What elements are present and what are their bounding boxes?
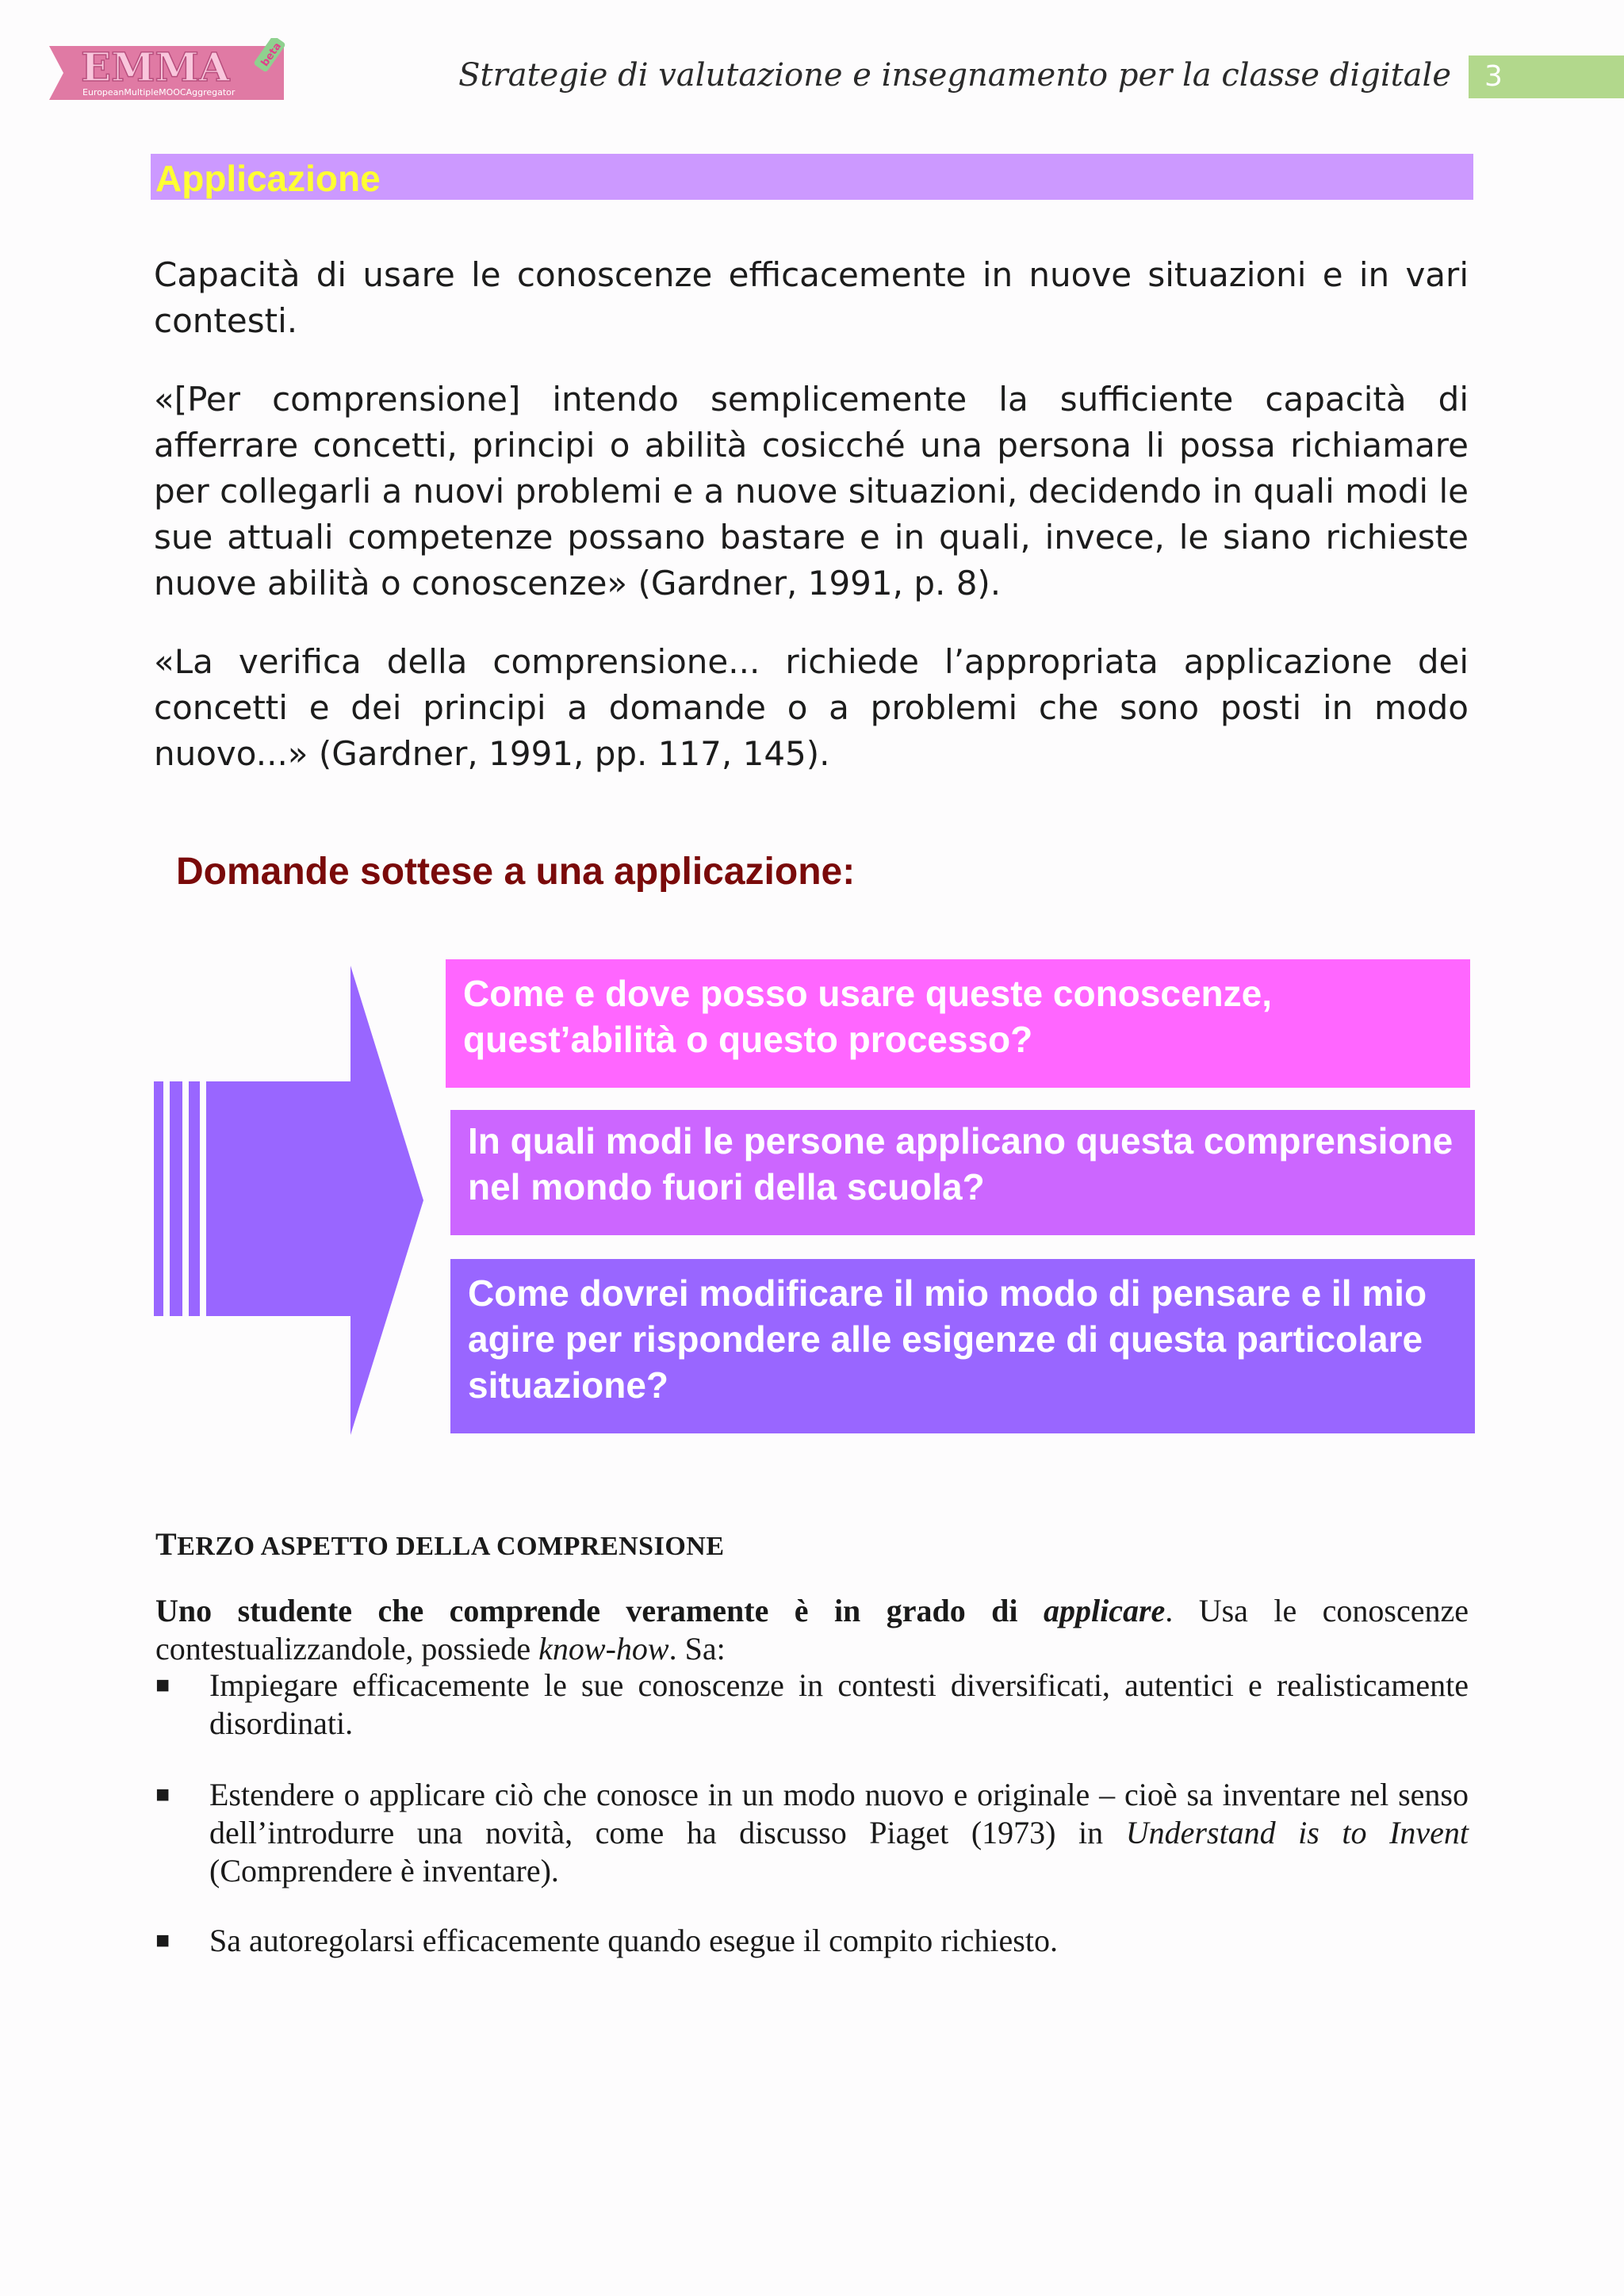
section-title: Applicazione — [155, 158, 381, 199]
page-number-box — [1469, 55, 1624, 98]
book-title: Understand is to Invent — [1125, 1815, 1469, 1850]
arrow-stripe-1 — [154, 1081, 163, 1316]
quote-paragraph-1: «[Per comprensione] intendo semplicemente la sufficiente capacità di afferrare concetti, principi o abilità cosicché una persona li possa richiamare per collegarli a nuovi problemi e a nuove situazioni, decidendo in quali modi le sue attuali competenze possano bastare e in quali, invece, le siano richieste nuove abilità o conoscenze» (Gardner, 1991, p. 8). — [154, 380, 1469, 603]
questions-diagram — [151, 959, 1483, 1443]
lead-bold-italic: applicare — [1043, 1593, 1166, 1628]
question-box-2: In quali modi le persone applicano questa comprensione nel mondo fuori della scuola? — [450, 1110, 1475, 1235]
bullet-text: Impiegare efficacemente le sue conoscenze in contesti diversificati, autentici e realisticamente disordinati. — [209, 1667, 1469, 1741]
question-box-3: Come dovrei modificare il mio modo di pensare e il mio agire per rispondere alle esigenze di questa particolare situazione? — [450, 1259, 1475, 1433]
arrow-graphic — [151, 959, 436, 1443]
lead-paragraph — [155, 1592, 1469, 1668]
document-header-title: Strategie di valutazione e insegnamento per la classe digitale — [458, 57, 1451, 94]
arrow-stripe-3 — [189, 1081, 200, 1316]
bullet-mark: ■ — [155, 1927, 170, 1954]
bullet-mark: ■ — [155, 1781, 170, 1808]
page-number: 3 — [1484, 60, 1503, 93]
arrow-body — [206, 966, 423, 1435]
bullet-text-pre: Estendere o applicare ciò che conosce in un modo nuovo e originale – cioè sa inventare nel senso dell’introdurre una novità, come ha discusso Piaget (1973) in — [209, 1777, 1469, 1850]
lead-after: . Usa le conoscenze contestualizzandole, possiede — [155, 1593, 1469, 1667]
section-title-bar — [151, 154, 1473, 200]
bullet-text: Sa autoregolarsi efficacemente quando esegue il compito richiesto. — [209, 1923, 1058, 1958]
questions-heading: Domande sottese a una applicazione: — [176, 851, 856, 893]
bullet-text-post: (Comprendere è inventare). — [209, 1853, 559, 1888]
quote-paragraph-2: «La verifica della comprensione... richiede l’appropriata applicazione dei concetti e dei principi a domande o a problemi che sono posti in modo nuovo...» (Gardner, 1991, pp. 117, 145). — [154, 642, 1469, 773]
logo-text: EMMA — [81, 44, 230, 90]
arrow-stripe-2 — [170, 1081, 182, 1316]
lead-bold: Uno studente che comprende veramente è in grado di — [155, 1593, 1044, 1628]
bullet-text — [209, 1776, 1469, 1890]
terzo-aspetto-heading — [155, 1525, 725, 1563]
lead-italic: know-how — [538, 1631, 669, 1667]
logo-subtitle: EuropeanMultipleMOOCAggregator — [82, 87, 236, 98]
heading-rest: ERZO ASPETTO DELLA COMPRENSIONE — [177, 1532, 725, 1561]
heading-initial: T — [155, 1526, 178, 1562]
definition-paragraph: Capacità di usare le conoscenze efficacemente in nuove situazioni e in vari contesti. — [154, 255, 1469, 340]
emma-logo — [49, 38, 303, 109]
question-box-1: Come e dove posso usare queste conoscenze, quest’abilità o questo processo? — [446, 959, 1470, 1088]
lead-end: . Sa: — [668, 1631, 726, 1667]
bullet-mark: ■ — [155, 1672, 170, 1698]
logo-badge: beta — [259, 40, 285, 69]
